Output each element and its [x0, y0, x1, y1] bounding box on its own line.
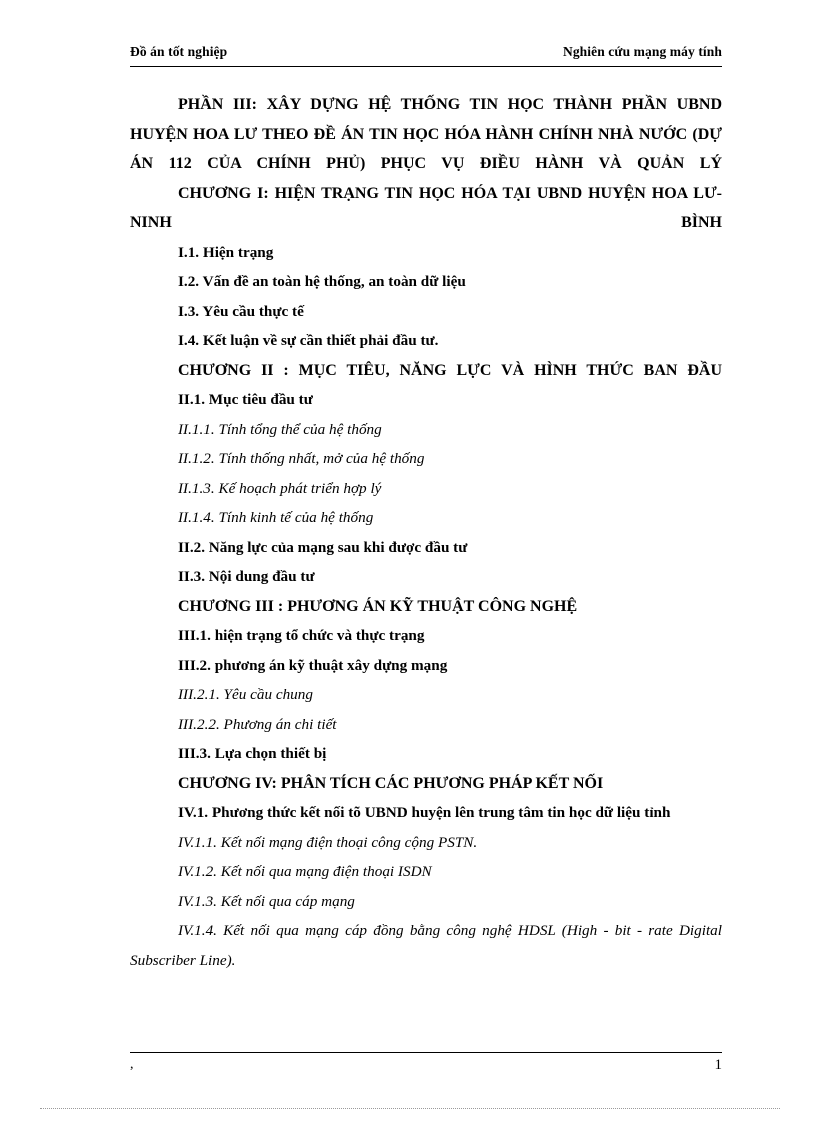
- section-i-2: I.2. Vấn đề an toàn hệ thống, an toàn dữ liệu: [178, 273, 466, 290]
- part-3-heading: PHẦN III: XÂY DỰNG HỆ THỐNG TIN HỌC THÀNH PHẦN UBND HUYỆN HOA LƯ THEO ĐỀ ÁN TIN HỌC HÓA HÀNH CHÍNH NHÀ NƯỚC (DỰ ÁN 112 CỦA CHÍNH PHỦ) PHỤC VỤ ĐIỀU HÀNH VÀ QUẢN LÝ: [130, 96, 722, 172]
- section-iv-1-1: IV.1.1. Kết nối mạng điện thoại công cộng PSTN.: [178, 833, 478, 851]
- header-left-text: Đồ án tốt nghiệp: [130, 44, 228, 59]
- section-iii-2: III.2. phương án kỹ thuật xây dựng mạng: [178, 656, 448, 674]
- scan-edge-line: [40, 1108, 780, 1109]
- footer-divider: [130, 1052, 722, 1053]
- document-body: [130, 90, 722, 975]
- section-ii-1-2: II.1.2. Tính thống nhất, mở của hệ thống: [178, 450, 425, 467]
- chapter-3-heading: CHƯƠNG III : PHƯƠNG ÁN KỸ THUẬT CÔNG NGHỆ: [178, 597, 578, 615]
- section-ii-1-1: II.1.1. Tính tổng thể của hệ thống: [178, 420, 382, 438]
- section-iii-1: III.1. hiện trạng tổ chức và thực trạng: [178, 627, 425, 644]
- section-i-1: I.1. Hiện trạng: [178, 243, 274, 261]
- section-i-4: I.4. Kết luận về sự cần thiết phải đầu tư.: [178, 332, 439, 349]
- section-ii-2: II.2. Năng lực của mạng sau khi được đầu tư: [178, 538, 468, 556]
- section-ii-3: II.3. Nội dung đầu tư: [178, 568, 315, 585]
- section-iv-1-3: IV.1.3. Kết nối qua cáp mạng: [178, 892, 355, 910]
- section-ii-1: II.1. Mục tiêu đầu tư: [178, 391, 313, 408]
- page-footer: [130, 1057, 722, 1074]
- section-iv-1: IV.1. Phương thức kết nối tõ UBND huyện lên trung tâm tin học dữ liệu tỉnh: [178, 804, 671, 821]
- section-iv-1-4: IV.1.4. Kết nối qua mạng cáp đồng bằng công nghệ HDSL (High - bit - rate Digital Subscriber Line).: [130, 922, 722, 969]
- section-iv-1-2: IV.1.2. Kết nối qua mạng điện thoại ISDN: [178, 863, 432, 880]
- header-divider: [130, 66, 722, 67]
- page-header: [130, 44, 722, 60]
- section-iii-2-1: III.2.1. Yêu cầu chung: [178, 686, 313, 703]
- header-right-text: Nghiên cứu mạng máy tính: [562, 44, 722, 59]
- chapter-1-heading: CHƯƠNG I: HIỆN TRẠNG TIN HỌC HÓA TẠI UBND HUYỆN HOA LƯ- NINH BÌNH: [130, 184, 722, 231]
- section-iii-2-2: III.2.2. Phương án chi tiết: [178, 715, 337, 733]
- section-i-3: I.3. Yêu cầu thực tế: [178, 302, 304, 320]
- section-ii-1-3: II.1.3. Kế hoạch phát triển hợp lý: [178, 479, 382, 497]
- chapter-4-heading: CHƯƠNG IV: PHÂN TÍCH CÁC PHƯƠNG PHÁP KẾT NỐI: [178, 774, 604, 792]
- section-iii-3: III.3. Lựa chọn thiết bị: [178, 745, 327, 762]
- page-number: 1: [714, 1057, 722, 1073]
- section-ii-1-4: II.1.4. Tính kinh tế của hệ thống: [178, 509, 374, 526]
- footer-left-mark: ,: [130, 1057, 134, 1072]
- chapter-2-heading: CHƯƠNG II : MỤC TIÊU, NĂNG LỰC VÀ HÌNH THỨC BAN ĐẦU: [178, 361, 722, 379]
